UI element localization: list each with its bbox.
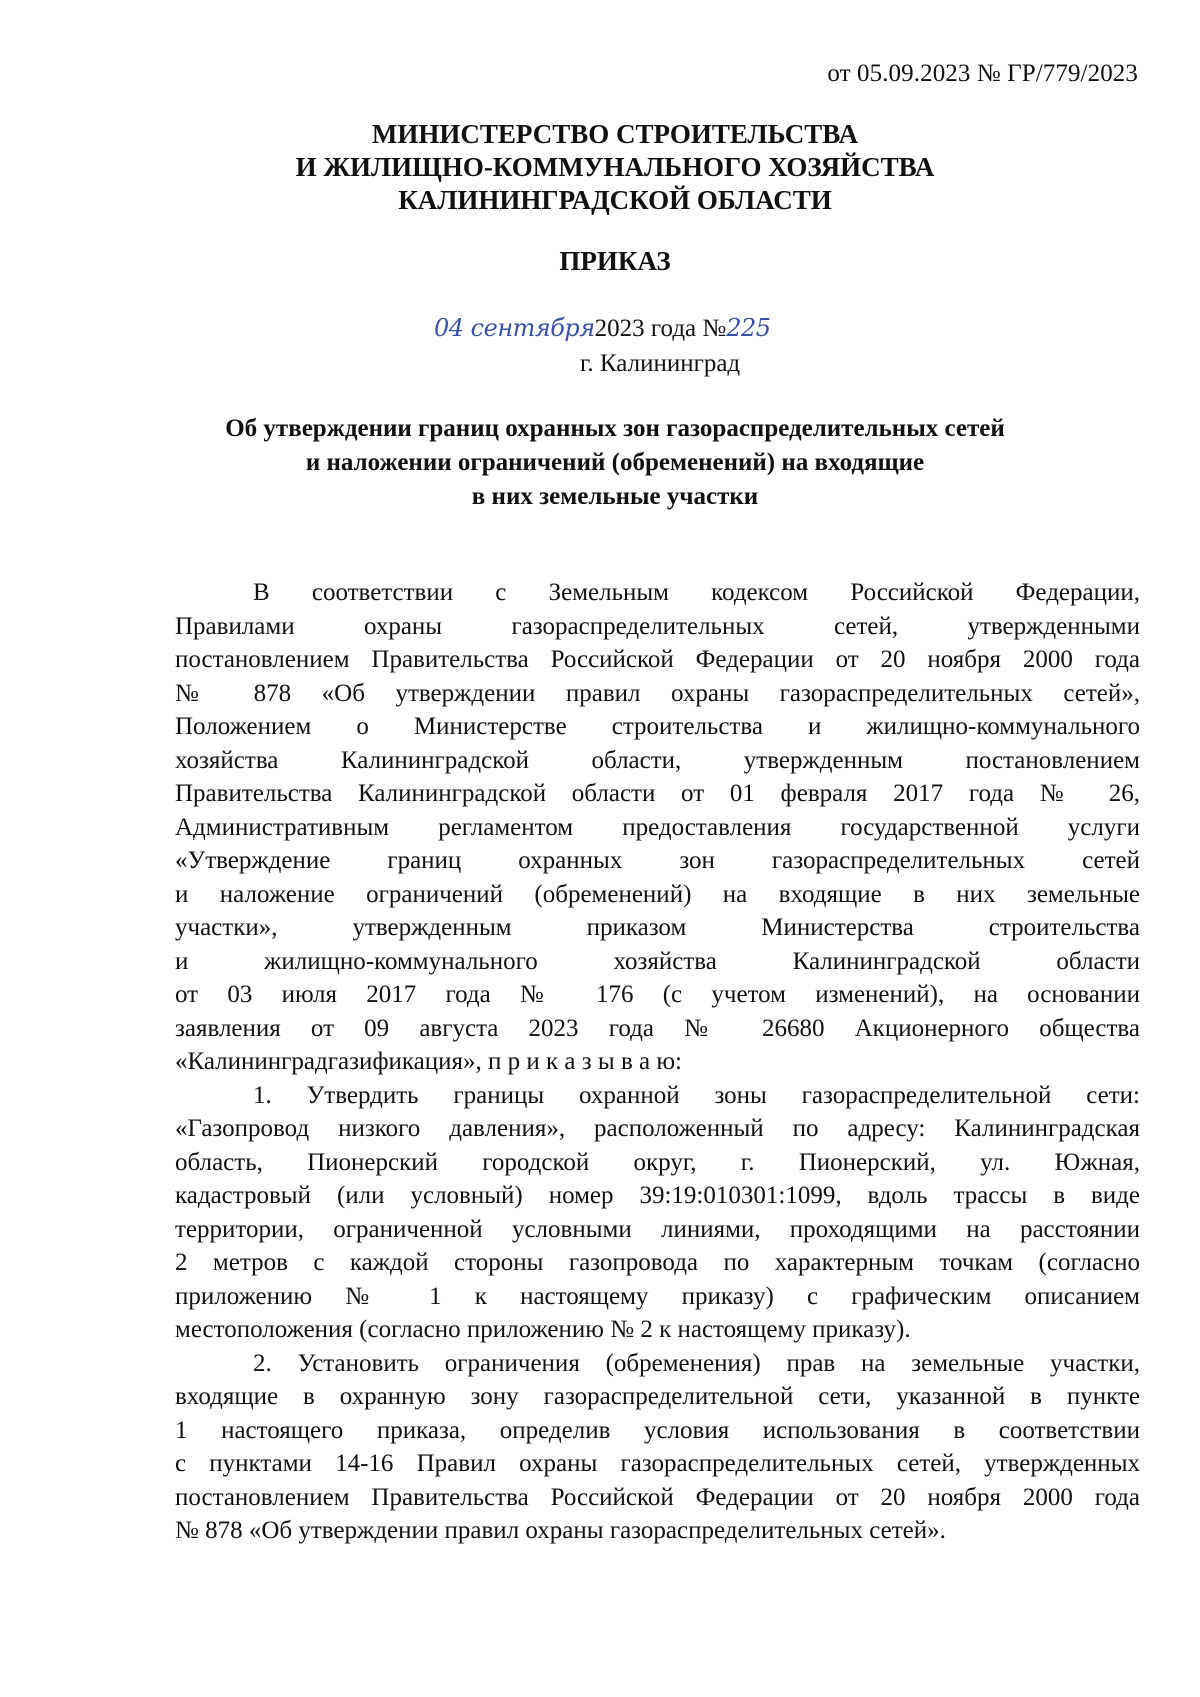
body-line: постановлением Правительства Российской Федерации от 20 ноября 2000 года — [175, 1483, 1140, 1511]
ministry-line-1: МИНИСТЕРСТВО СТРОИТЕЛЬСТВА — [371, 119, 859, 149]
body-line: и жилищно-коммунального хозяйства Калининградской области — [175, 947, 1140, 975]
order-date-line — [434, 314, 771, 343]
body-line: приложению № 1 к настоящему приказу) с графическим описанием — [175, 1282, 1140, 1310]
printed-date: 2023 года № — [594, 315, 727, 342]
body-line: «Утверждение границ охранных зон газораспределительных сетей — [175, 847, 1140, 874]
body-line: 1 настоящего приказа, определив условия использования в соответствии — [175, 1416, 1140, 1444]
body-line: хозяйства Калининградской области, утвержденным постановлением — [175, 746, 1140, 774]
body-line: область, Пионерский городской округ, г. Пионерский, ул. Южная, — [175, 1148, 1140, 1176]
registration-number: от 05.09.2023 № ГР/779/2023 — [827, 60, 1138, 87]
body-line: с пунктами 14-16 Правил охраны газораспределительных сетей, утвержденных — [175, 1450, 1140, 1477]
order-title: ПРИКАЗ — [559, 246, 671, 276]
body-line: № 878 «Об утверждении правил охраны газораспределительных сетей», — [175, 679, 1140, 707]
body-line: 1. Утвердить границы охранной зоны газораспределительной сети: — [253, 1081, 1140, 1109]
body-line: Правилами охраны газораспределительных сетей, утвержденными — [175, 612, 1140, 640]
body-line: Административным регламентом предоставления государственной услуги — [175, 813, 1140, 841]
body-line: участки», утвержденным приказом Министерства строительства — [175, 914, 1140, 941]
order-subject — [0, 412, 1200, 514]
body-line: территории, ограниченной условными линиями, проходящими на расстоянии — [175, 1215, 1140, 1243]
body-line: заявления от 09 августа 2023 года № 26680 Акционерного общества — [175, 1014, 1140, 1042]
body-line: «Калининградгазификация», п р и к а з ы в а ю: — [175, 1048, 682, 1075]
subject-line-2: и наложении ограничений (обременений) на входящие — [305, 449, 925, 476]
body-line: Правительства Калининградской области от 01 февраля 2017 года № 26, — [175, 780, 1140, 807]
order-city: г. Калининград — [580, 350, 741, 377]
ministry-line-2: И ЖИЛИЩНО-КОММУНАЛЬНОГО ХОЗЯЙСТВА — [295, 152, 935, 182]
ministry-heading — [0, 118, 1200, 217]
body-line: входящие в охранную зону газораспределительной сети, указанной в пункте — [175, 1383, 1140, 1410]
body-line: постановлением Правительства Российской Федерации от 20 ноября 2000 года — [175, 646, 1140, 673]
body-line: местоположения (согласно приложению № 2 к настоящему приказу). — [175, 1316, 911, 1343]
handwritten-number: 225 — [726, 314, 771, 342]
body-line: 2. Установить ограничения (обременения) прав на земельные участки, — [253, 1349, 1140, 1377]
subject-line-3: в них земельные участки — [471, 483, 759, 510]
body-line: В соответствии с Земельным кодексом Российской Федерации, — [253, 579, 1140, 606]
handwritten-date: 04 сентября — [434, 314, 595, 342]
ministry-line-3: КАЛИНИНГРАДСКОЙ ОБЛАСТИ — [398, 185, 832, 215]
body-line: и наложение ограничений (обременений) на входящие в них земельные — [175, 880, 1140, 908]
body-line: № 878 «Об утверждении правил охраны газораспределительных сетей». — [175, 1517, 946, 1544]
body-line: «Газопровод низкого давления», расположенный по адресу: Калининградская — [175, 1115, 1140, 1142]
order-body — [175, 576, 1140, 1548]
subject-line-1: Об утверждении границ охранных зон газораспределительных сетей — [225, 415, 1005, 442]
body-line: 2 метров с каждой стороны газопровода по характерным точкам (согласно — [175, 1249, 1140, 1276]
body-line: кадастровый (или условный) номер 39:19:010301:1099, вдоль трассы в виде — [175, 1182, 1140, 1209]
body-line: от 03 июля 2017 года № 176 (с учетом изменений), на основании — [175, 981, 1140, 1008]
body-line: Положением о Министерстве строительства и жилищно-коммунального — [175, 713, 1140, 740]
